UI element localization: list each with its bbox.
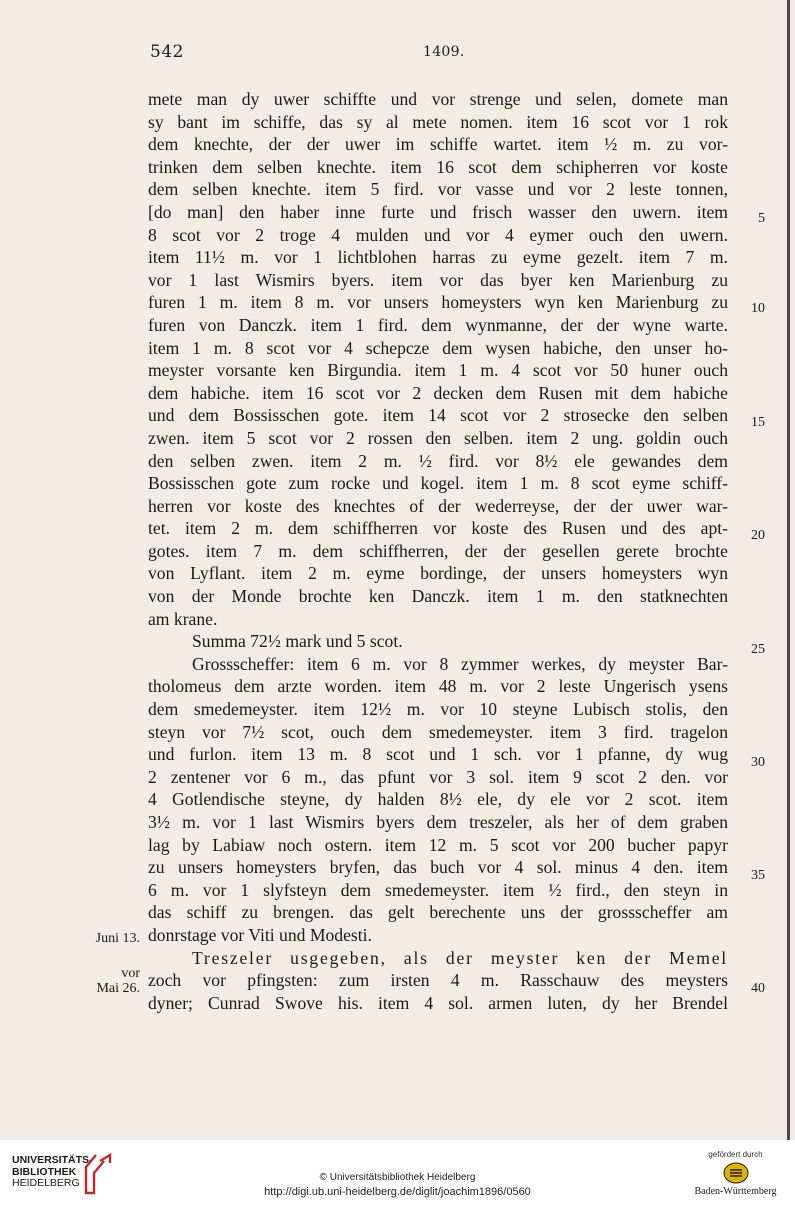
text-line: furen 1 m. item 8 m. vor unsers homeysters wyn ken Marienburg zu: [148, 292, 728, 313]
line-number: 25: [751, 642, 765, 657]
text-line: 8 scot vor 2 troge 4 mulden und vor 4 eymer ouch den uwern.: [148, 224, 728, 245]
text-line: am krane.: [148, 608, 218, 629]
page-year: 1409.: [423, 44, 465, 60]
source-url[interactable]: http://digi.ub.uni-heidelberg.de/diglit/joachim1896/0560: [264, 1186, 531, 1198]
text-line: sy bant im schiffe, das sy al mete nomen. item 16 scot vor 1 rok: [148, 111, 728, 132]
sponsor-name: Baden-Württemberg: [694, 1186, 777, 1197]
text-line: zwen. item 5 scot vor 2 rossen den selben. item 2 ung. goldin ouch: [148, 427, 728, 448]
line-number: 40: [751, 981, 765, 996]
text-line: 4 Gotlendische steyne, dy halden 8½ ele, dy ele vor 2 scot. item: [148, 789, 728, 810]
margin-note-date: Juni 13.: [95, 931, 140, 946]
sponsor-block: [688, 1150, 783, 1197]
text-block: [148, 88, 728, 1014]
text-line: donrstage vor Viti und Modesti.: [148, 924, 372, 945]
text-line: lag by Labiaw noch ostern. item 12 m. 5 scot vor 200 bucher papyr: [148, 834, 728, 855]
text-line: [do man] den haber inne furte und frisch wasser den uwern. item: [148, 201, 728, 222]
text-line: tet. item 2 m. dem schiffherren vor koste des Rusen und des apt-: [148, 518, 728, 539]
line-number: 30: [751, 755, 765, 770]
text-line: und furlon. item 13 m. 8 scot und 1 sch. vor 1 pfanne, dy wug: [148, 744, 728, 765]
text-line: und dem Bossisschen gote. item 14 scot vor 2 strosecke den selben: [148, 405, 728, 426]
text-line: meyster vorsante ken Birgundia. item 1 m. 4 scot vor 50 huner ouch: [148, 360, 728, 381]
text-line: dem smedemeyster. item 12½ m. vor 10 steyne Lubisch stolis, den: [148, 699, 728, 720]
line-number: 20: [751, 528, 765, 543]
text-line: das schiff zu brengen. das gelt berechente uns der grossscheffer am: [148, 902, 728, 923]
sponsor-label: gefördert durch: [708, 1150, 763, 1159]
text-line: dem knechte, der der uwer im schiffe wartet. item ½ m. zu vor-: [148, 134, 728, 155]
line-number: 35: [751, 868, 765, 883]
text-line: zu unsers homeysters bryfen, das buch vor 4 sol. minus 4 den. item: [148, 857, 728, 878]
margin-note-date: Mai 26.: [96, 981, 140, 996]
text-line: item 1 m. 8 scot vor 4 schepcze dem wysen habiche, den unser ho-: [148, 337, 728, 358]
text-line: dem selben knechte. item 5 fird. vor vasse und vor 2 leste tonnen,: [148, 179, 728, 200]
page-edge-rule: [787, 0, 790, 1205]
text-line: von Lyflant. item 2 m. eyme bordinge, der unsers homeysters wyn: [148, 563, 728, 584]
text-line: dyner; Cunrad Swove his. item 4 sol. armen luten, dy her Brendel: [148, 992, 728, 1013]
section-heading-line: Grossscheffer: item 6 m. vor 8 zymmer werkes, dy meyster Bar-: [192, 653, 728, 674]
text-line: item 11½ m. vor 1 lichtblohen harras zu eyme gezelt. item 7 m.: [148, 247, 728, 268]
text-line: von der Monde brochte ken Danczk. item 1 m. den statknechten: [148, 586, 728, 607]
line-number: 10: [751, 301, 765, 316]
text-line: dem habiche. item 16 scot vor 2 decken dem Rusen mit dem habiche: [148, 382, 728, 403]
line-number: 5: [758, 211, 765, 226]
copyright-notice: © Universitätsbibliothek Heidelberg: [319, 1172, 476, 1183]
text-line: Bossisschen gote zum rocke und kogel. item 1 m. 8 scot eyme schiff-: [148, 473, 728, 494]
text-line: den selben zwen. item 2 m. ½ fird. vor 8½ ele gewandes dem: [148, 450, 728, 471]
text-line: zoch vor pfingsten: zum irsten 4 m. Rasschauw des meysters: [148, 970, 728, 991]
section-heading-line: Treszeler usgegeben, als der meyster ken der Memel: [192, 947, 728, 968]
page-number: 542: [150, 42, 184, 62]
text-line: tholomeus dem arzte worden. item 48 m. vor 2 leste Ungerisch ysens: [148, 676, 728, 697]
text-line: 6 m. vor 1 slyfsteyn dem smedemeyster. item ½ fird., den steyn in: [148, 879, 728, 900]
state-crest-icon: [723, 1162, 749, 1184]
text-line: 3½ m. vor 1 last Wismirs byers dem treszeler, als her of dem graben: [148, 812, 728, 832]
text-line: gotes. item 7 m. dem schiffherren, der der gesellen gerete brochte: [148, 540, 728, 561]
summa-line: Summa 72½ mark und 5 scot.: [192, 631, 403, 652]
text-line: steyn vor 7½ scot, ouch dem smedemeyster. item 3 fird. tragelon: [148, 721, 728, 742]
text-line: herren vor koste des knechtes of der wederreyse, der der uwer war-: [148, 495, 728, 516]
library-name: UNIVERSITÄTS- BIBLIOTHEK HEIDELBERG: [12, 1154, 93, 1189]
text-line: 2 zentener vor 6 m., das pfunt vor 3 sol. item 9 scot 2 den. vor: [148, 766, 728, 787]
margin-note-vor: vor: [121, 966, 140, 981]
text-line: trinken dem selben knechte. item 16 scot dem schipherren vor koste: [148, 156, 728, 177]
text-line: mete man dy uwer schiffte und vor strenge und selen, domete man: [148, 89, 728, 109]
line-number: 15: [751, 415, 765, 430]
text-line: furen von Danczk. item 1 fird. dem wynmanne, der der wyne warte.: [148, 314, 728, 335]
text-line: vor 1 last Wismirs byers. item vor das byer ken Marienburg zu: [148, 269, 728, 290]
